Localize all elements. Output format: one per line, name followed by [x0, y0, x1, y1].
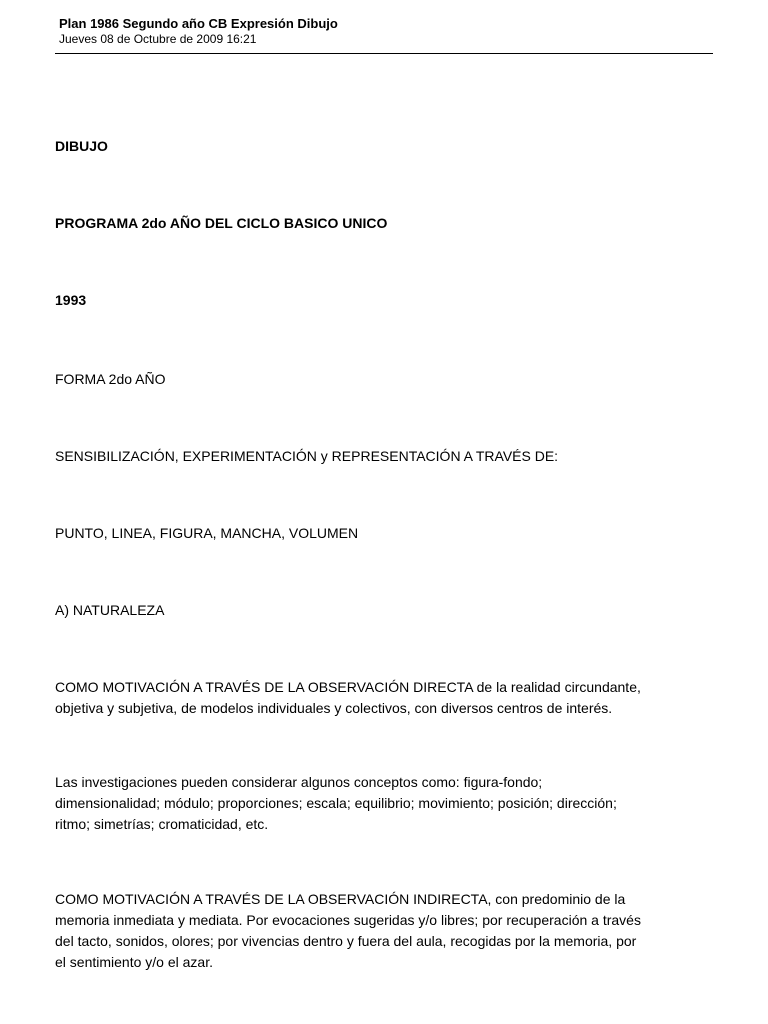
document-header — [59, 16, 713, 47]
text-line: COMO MOTIVACIÓN A TRAVÉS DE LA OBSERVACIÓN DIRECTA de la realidad circundante, — [55, 679, 641, 695]
heading-programa: PROGRAMA 2do AÑO DEL CICLO BASICO UNICO — [55, 215, 388, 231]
heading-dibujo: DIBUJO — [55, 138, 108, 154]
paragraph-elementos: PUNTO, LINEA, FIGURA, MANCHA, VOLUMEN — [55, 525, 359, 541]
text-line: objetiva y subjetiva, de modelos individuales y colectivos, con diversos centros de interés. — [55, 700, 613, 716]
heading-year: 1993 — [55, 292, 87, 308]
document-title: Plan 1986 Segundo año CB Expresión Dibujo — [59, 16, 338, 31]
text-line: Las investigaciones pueden considerar algunos conceptos como: figura-fondo; — [55, 774, 543, 790]
paragraph-sensibilizacion: SENSIBILIZACIÓN, EXPERIMENTACIÓN y REPRESENTACIÓN A TRAVÉS DE: — [55, 448, 559, 464]
paragraph-forma: FORMA 2do AÑO — [55, 371, 166, 387]
document-date: Jueves 08 de Octubre de 2009 16:21 — [59, 32, 257, 46]
text-line: ritmo; simetrías; cromaticidad, etc. — [55, 816, 269, 832]
header-divider — [55, 53, 713, 54]
text-line: del tacto, sonidos, olores; por vivencias dentro y fuera del aula, recogidas por la memoria, por — [55, 933, 637, 949]
paragraph-observacion-directa — [55, 677, 720, 719]
text-line: dimensionalidad; módulo; proporciones; escala; equilibrio; movimiento; posición; dirección; — [55, 795, 617, 811]
paragraph-naturaleza: A) NATURALEZA — [55, 602, 165, 618]
paragraph-observacion-indirecta — [55, 889, 720, 973]
text-line: el sentimiento y/o el azar. — [55, 954, 213, 970]
text-line: COMO MOTIVACIÓN A TRAVÉS DE LA OBSERVACIÓN INDIRECTA, con predominio de la — [55, 891, 626, 907]
paragraph-investigaciones — [55, 772, 720, 835]
text-line: memoria inmediata y mediata. Por evocaciones sugeridas y/o libres; por recuperación a través — [55, 912, 641, 928]
